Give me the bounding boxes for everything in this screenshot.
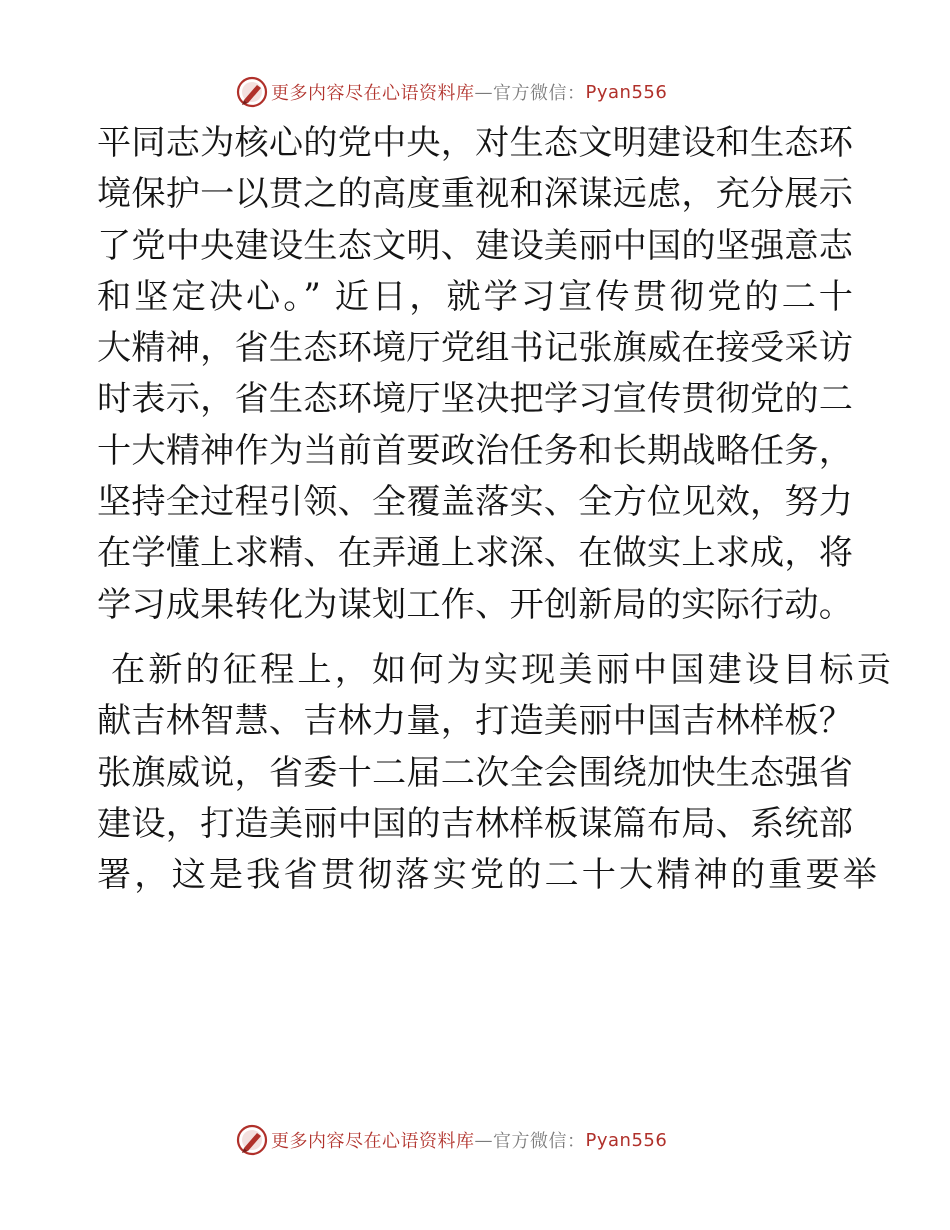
pen-logo-icon: [235, 75, 269, 109]
text-line: 在学懂上求精、在弄通上求深、在做实上求成，将: [97, 533, 853, 574]
pen-logo-icon: [235, 1123, 269, 1157]
footer-wechat-label: 官方微信：: [493, 1131, 586, 1152]
header-watermark: [0, 72, 950, 112]
text-line: 平同志为核心的党中央，对生态文明建设和生态环: [97, 123, 853, 163]
footer-wechat-id: Pyan556: [585, 1129, 668, 1151]
header-wechat-label: 官方微信：: [493, 83, 586, 104]
text-line: 和坚定决心。” 近日，就学习宣传贯彻党的二十: [97, 276, 853, 317]
paragraph-1: [97, 118, 853, 631]
text-line: 坚持全过程引领、全覆盖落实、全方位见效，努力: [97, 482, 853, 523]
document-body: [97, 118, 895, 901]
footer-watermark: [0, 1120, 950, 1160]
paragraph-spacer: [97, 631, 853, 645]
text-line: 署，这是我省贯彻落实党的二十大精神的重要举: [97, 855, 881, 896]
paragraph-2: [97, 645, 895, 901]
text-line: 时表示，省生态环境厅坚决把学习宣传贯彻党的二: [97, 379, 853, 420]
text-line: 张旗威说，省委十二届二次全会围绕加快生态强省: [97, 752, 853, 793]
text-line: 学习成果转化为谋划工作、开创新局的实际行动。: [97, 584, 853, 625]
text-line: 大精神，省生态环境厅党组书记张旗威在接受采访: [97, 328, 853, 369]
header-wechat-id: Pyan556: [585, 81, 668, 103]
text-line: 十大精神作为当前首要政治任务和长期战略任务，: [97, 430, 853, 471]
text-line: 在新的征程上，如何为实现美丽中国建设目标贡: [97, 649, 895, 690]
header-brand-text: 更多内容尽在心语资料库: [271, 83, 475, 104]
text-line: 建设，打造美丽中国的吉林样板谋篇布局、系统部: [97, 803, 853, 844]
text-line: 献吉林智慧、吉林力量，打造美丽中国吉林样板？: [97, 701, 853, 742]
text-line: 了党中央建设生态文明、建设美丽中国的坚强意志: [97, 225, 853, 266]
footer-separator: —: [474, 1129, 493, 1151]
header-separator: —: [474, 81, 493, 103]
footer-brand-text: 更多内容尽在心语资料库: [271, 1131, 475, 1152]
text-line: 境保护一以贯之的高度重视和深谋远虑，充分展示: [97, 174, 853, 215]
